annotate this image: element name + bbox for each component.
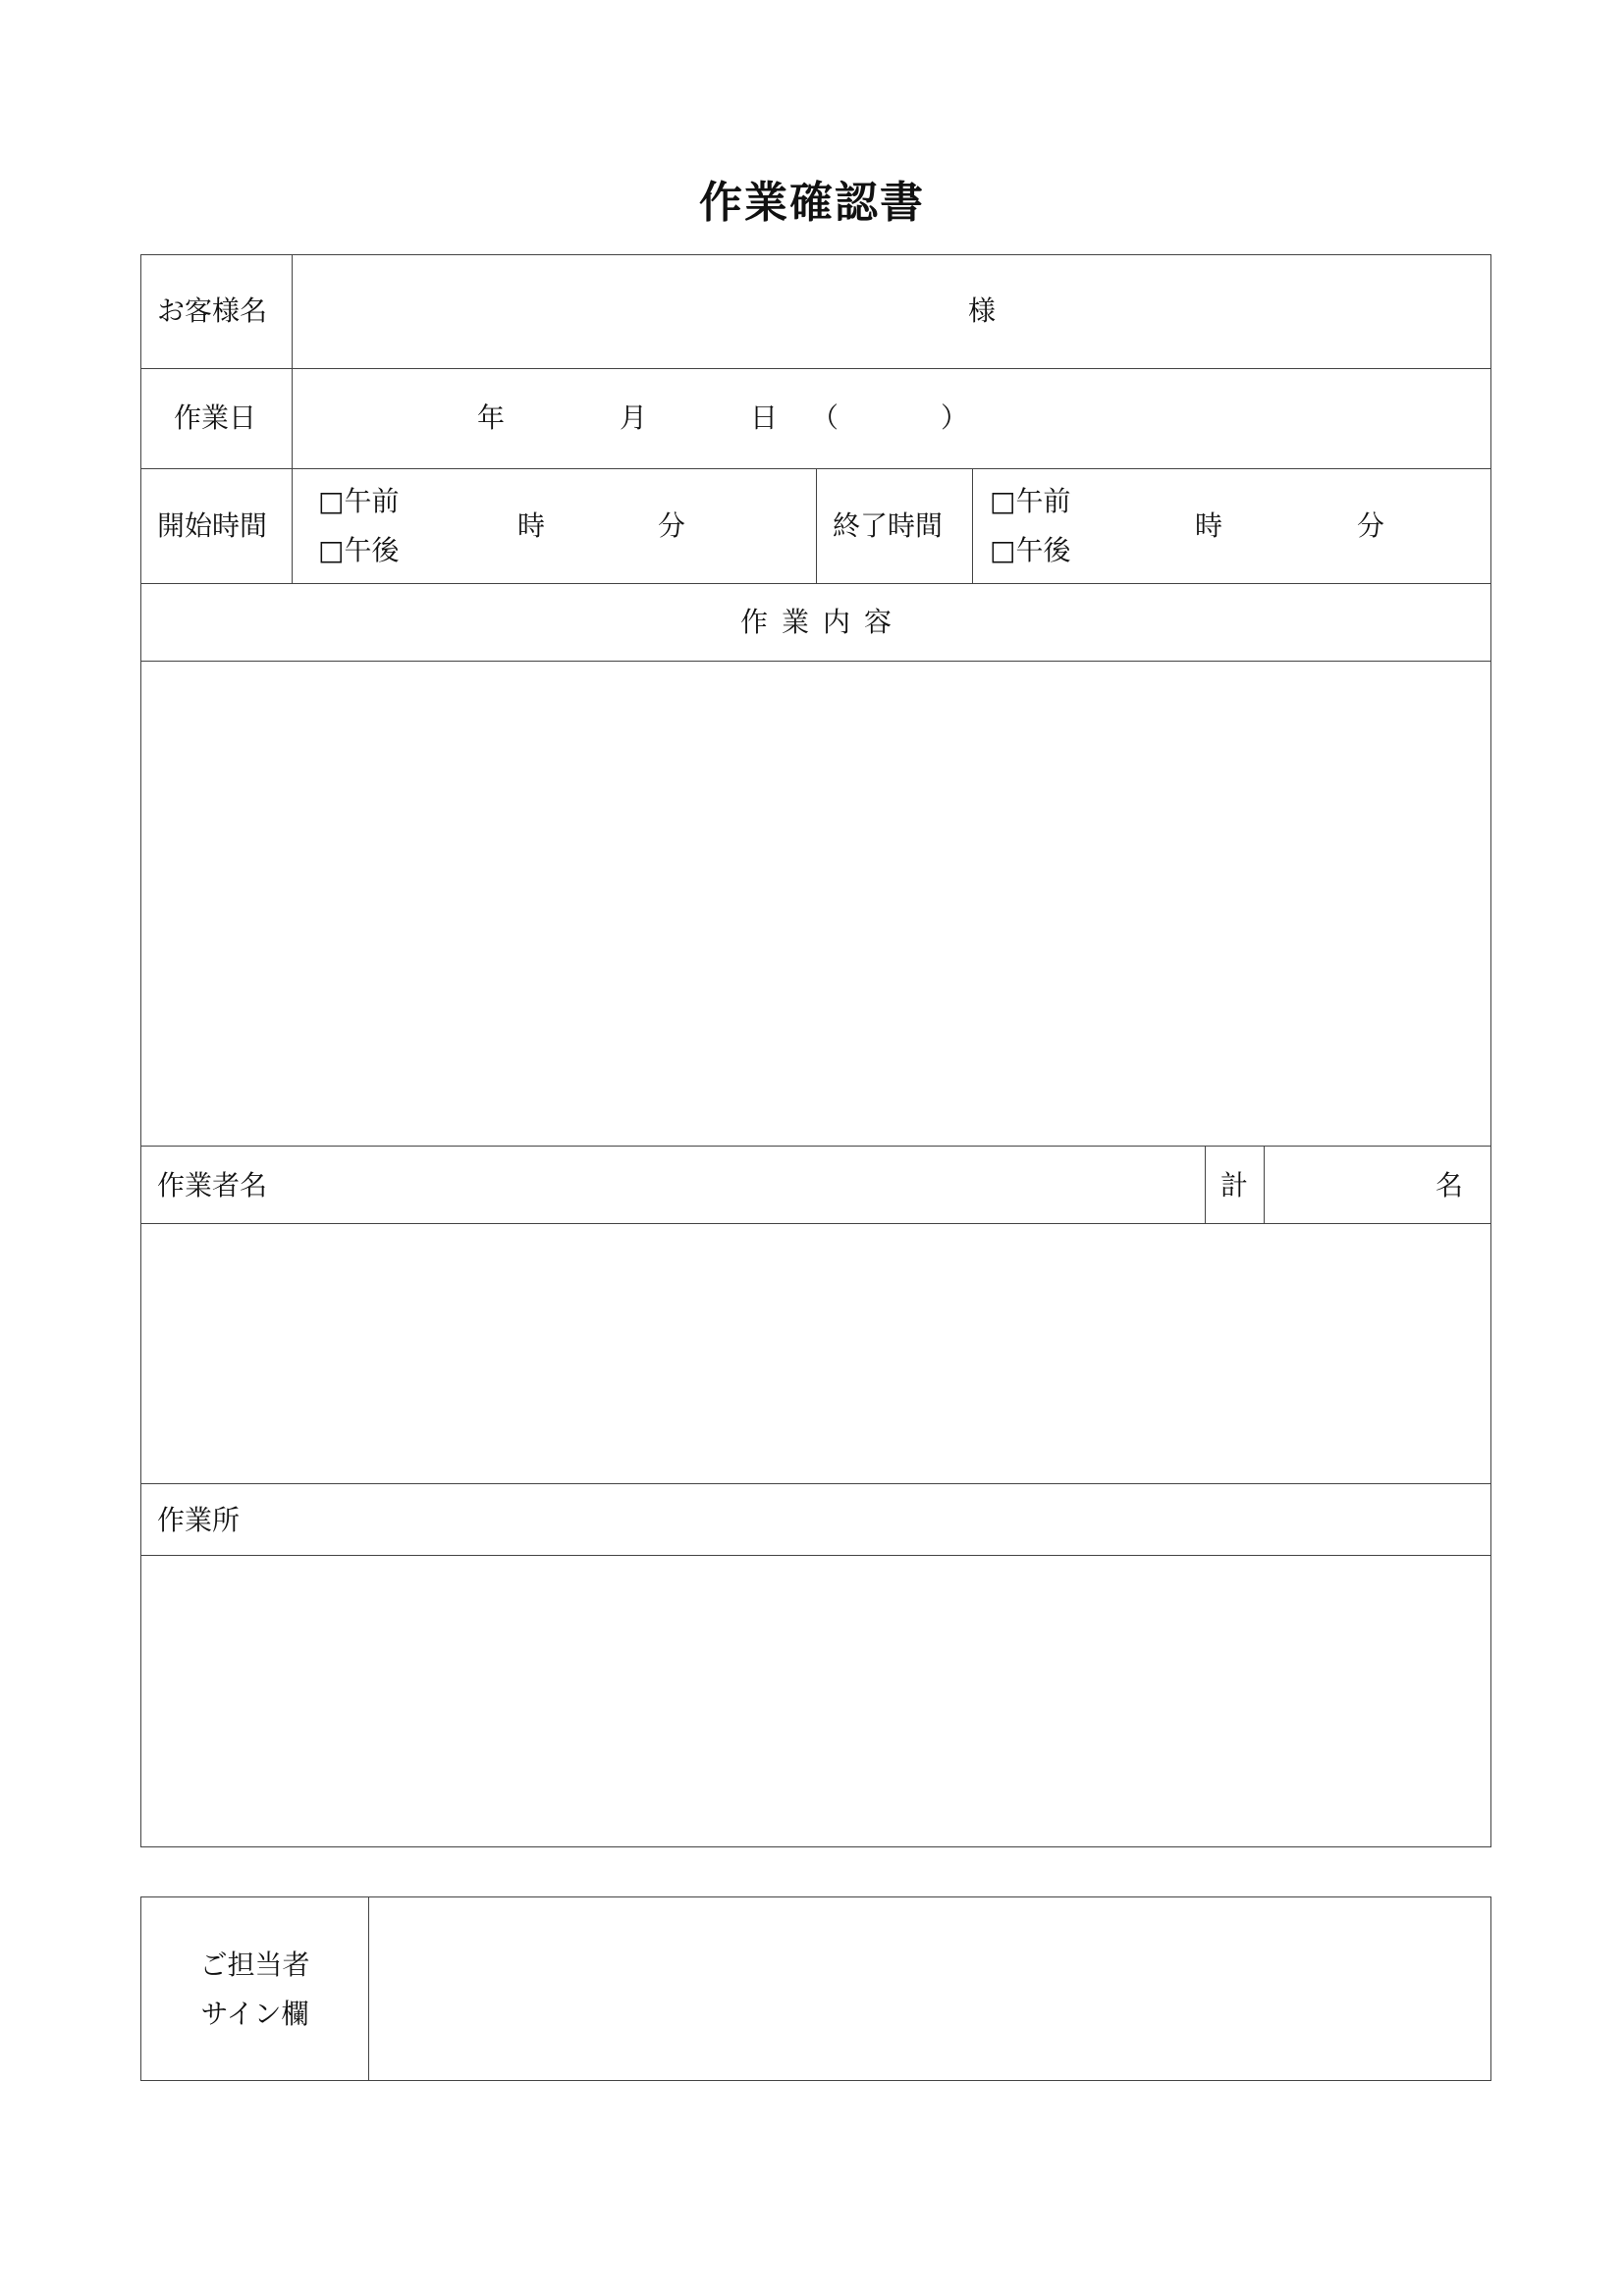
workers-count-unit: 名 xyxy=(1435,1169,1464,1201)
customer-honorific: 様 xyxy=(968,294,997,327)
month-unit: 月 xyxy=(620,401,648,434)
work-location-label: 作業所 xyxy=(157,1504,241,1536)
customer-label: お客様名 xyxy=(157,294,268,327)
work-date-label: 作業日 xyxy=(174,401,257,434)
end-minute-unit: 分 xyxy=(1357,509,1385,542)
work-date-field[interactable] xyxy=(294,370,1489,467)
row-divider xyxy=(140,1555,1491,1556)
day-unit: 日 xyxy=(750,401,779,434)
end-hour-unit: 時 xyxy=(1195,509,1223,542)
page-title: 作業確認書 xyxy=(699,178,925,228)
start-time-label: 開始時間 xyxy=(157,509,268,542)
work-content-heading: 作業内容 xyxy=(739,606,905,638)
workers-names-area[interactable] xyxy=(142,1225,1489,1482)
weekday-paren-open: （ xyxy=(811,401,839,434)
weekday-paren-close: ） xyxy=(941,401,969,434)
customer-name-field[interactable] xyxy=(294,256,1489,367)
start-minute-unit: 分 xyxy=(658,509,686,542)
row-divider xyxy=(140,1146,1491,1147)
workers-total-label: 計 xyxy=(1220,1169,1249,1201)
year-unit: 年 xyxy=(477,401,506,434)
end-time-label: 終了時間 xyxy=(833,509,944,542)
row-divider xyxy=(140,1223,1491,1224)
signature-label-line2: サイン欄 xyxy=(200,1998,309,2030)
end-pm-checkbox[interactable]: □午後 xyxy=(990,534,1071,566)
signature-label-line1: ご担当者 xyxy=(199,1949,310,1981)
col-divider xyxy=(972,468,973,583)
col-divider xyxy=(1264,1146,1265,1223)
col-divider xyxy=(368,1896,369,2081)
row-divider xyxy=(140,368,1491,369)
col-divider xyxy=(816,468,817,583)
row-divider xyxy=(140,583,1491,584)
col-divider xyxy=(292,254,293,583)
signature-field[interactable] xyxy=(370,1898,1489,2079)
col-divider xyxy=(1205,1146,1206,1223)
work-content-area[interactable] xyxy=(142,663,1489,1145)
start-am-checkbox[interactable]: □午前 xyxy=(318,485,400,517)
row-divider xyxy=(140,661,1491,662)
row-divider xyxy=(140,1483,1491,1484)
workers-label: 作業者名 xyxy=(157,1169,268,1201)
work-location-area[interactable] xyxy=(142,1557,1489,1845)
end-am-checkbox[interactable]: □午前 xyxy=(990,485,1071,517)
start-pm-checkbox[interactable]: □午後 xyxy=(318,534,400,566)
start-hour-unit: 時 xyxy=(517,509,546,542)
